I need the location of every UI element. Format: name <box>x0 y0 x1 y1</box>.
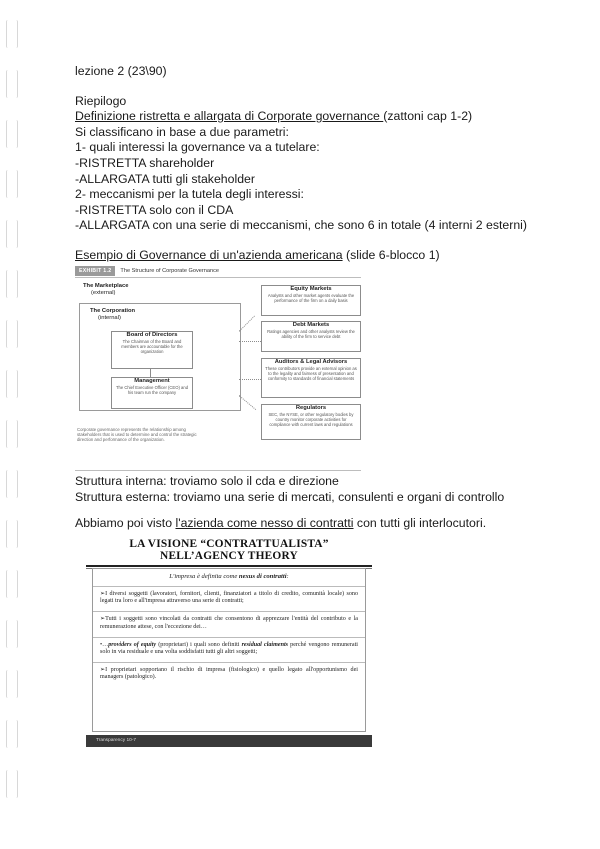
divider <box>75 470 361 471</box>
dotted-connector <box>239 379 261 380</box>
exhibit-tag: EXHIBIT 1.2 <box>75 266 115 276</box>
definition-line <box>75 109 575 125</box>
definition-ref: (zattoni cap 1-2) <box>383 109 473 124</box>
slide-content-box <box>92 568 366 732</box>
contract-pre: Abbiamo poi visto <box>75 516 176 530</box>
exhibit-header <box>75 265 361 278</box>
management-box <box>111 377 193 409</box>
example-ref: (slide 6-blocco 1) <box>342 247 440 262</box>
exhibit-caption: Corporate governance represents the relationship among stakeholders that is used to determine and control the strategic direction and performance of the organization. <box>77 427 197 443</box>
lecture-notes <box>75 64 575 264</box>
slide-subtitle: L'impresa è definita come nexus di contratti: <box>169 573 289 580</box>
regulators-title: Regulators <box>295 405 327 411</box>
note-line: -RISTRETTA shareholder <box>75 155 215 170</box>
note-line: 1- quali interessi la governance va a tutelare: <box>75 140 320 155</box>
slide-point: ➢I proprietari sopportano il rischio di impresa (fisiologico) e quello legato all'opportunismo dei managers (patologico). <box>93 662 365 681</box>
corporation-label: The Corporation (internal) <box>90 308 136 321</box>
slide-point: ➢Tutti i soggetti sono vincolati da contratti che consentono di apprezzare l'entità del contributo e la remunerazione attese, con l'eccezione dei… <box>93 611 365 630</box>
auditors-title: Auditors & Legal Advisors <box>274 359 348 365</box>
management-title: Management <box>134 378 170 384</box>
governance-exhibit <box>75 265 361 465</box>
contract-line <box>75 516 486 530</box>
definition-underlined: Definizione ristretta e allargata di Corporate governance <box>75 109 384 124</box>
debt-markets-box <box>261 321 361 352</box>
equity-title: Equity Markets <box>290 286 332 292</box>
marketplace-label: The Marketplace (external) <box>83 283 129 296</box>
board-of-directors-box <box>111 331 193 369</box>
board-desc: The Chairman of the Board and members are accountable for the organization <box>121 339 183 354</box>
auditors-desc: These contributors provide an external opinion as to the legality and fairness of presentation and conformity to standards of financial statements <box>265 366 357 381</box>
board-title: Board of Directors <box>126 332 178 338</box>
note-line: -ALLARGATA tutti gli stakeholder <box>75 171 255 186</box>
example-line <box>75 248 575 264</box>
contract-post: con tutti gli interlocutori. <box>353 516 487 530</box>
agency-theory-slide <box>86 534 372 749</box>
note-line: -ALLARGATA con una serie di meccanismi, che sono 6 in totale (4 interni 2 esterni) <box>75 218 528 233</box>
regulators-box <box>261 404 361 440</box>
internal-structure-line: Struttura interna: troviamo solo il cda e direzione <box>75 474 339 488</box>
slide-point: •…providers of equity (proprietari) i quali sono definiti residual claiments perché vengono remunerati solo in via residuale e una volta soddisfatti tutti gli altri soggetti; <box>93 637 365 656</box>
recap-heading: Riepilogo <box>75 93 127 108</box>
connector-line <box>150 368 151 377</box>
equity-markets-box <box>261 285 361 316</box>
slide-title: LA VISIONE “CONTRATTUALISTA” NELL’AGENCY THEORY <box>129 538 329 562</box>
regulators-desc: SEC, the NYSE, or other regulatory bodies by country monitor corporate activities for compliance with current laws and regulations <box>268 412 354 427</box>
equity-desc: Analysts and other market agents evaluate the performance of the firm on a daily basis <box>267 293 355 303</box>
note-line: -RISTRETTA solo con il CDA <box>75 202 234 217</box>
dotted-connector <box>239 316 255 332</box>
note-line: Si classificano in base a due parametri: <box>75 124 289 139</box>
contract-underlined: l'azienda come nesso di contratti <box>175 516 354 530</box>
slide-point: ➢I diversi soggetti (lavoratori, fornitori, clienti, finanziatori a titolo di credito, comunità locale) sono legati tra loro e all'impresa attraverso una serie di contratti; <box>93 586 365 605</box>
exhibit-title: The Structure of Corporate Governance <box>120 268 219 274</box>
management-desc: The Chief Executive Officer (CEO) and his team run the company <box>115 385 189 395</box>
binder-holes <box>6 0 22 849</box>
dotted-connector <box>239 341 261 342</box>
note-line: 2- meccanismi per la tutela degli interessi: <box>75 187 304 202</box>
debt-title: Debt Markets <box>292 322 330 328</box>
auditors-box <box>261 358 361 398</box>
structure-notes <box>75 470 504 505</box>
dotted-connector <box>239 395 256 410</box>
lesson-line: lezione 2 (23\90) <box>75 64 167 78</box>
slide-rule <box>86 565 372 567</box>
example-underlined: Esempio di Governance di un'azienda americana <box>75 247 343 262</box>
slide-footer: Transparency 10-7 <box>86 735 372 747</box>
debt-desc: Ratings agencies and other analysts review the ability of the firm to service debt <box>267 329 355 339</box>
external-structure-line: Struttura esterna: troviamo una serie di mercati, consulenti e organi di controllo <box>75 489 505 504</box>
